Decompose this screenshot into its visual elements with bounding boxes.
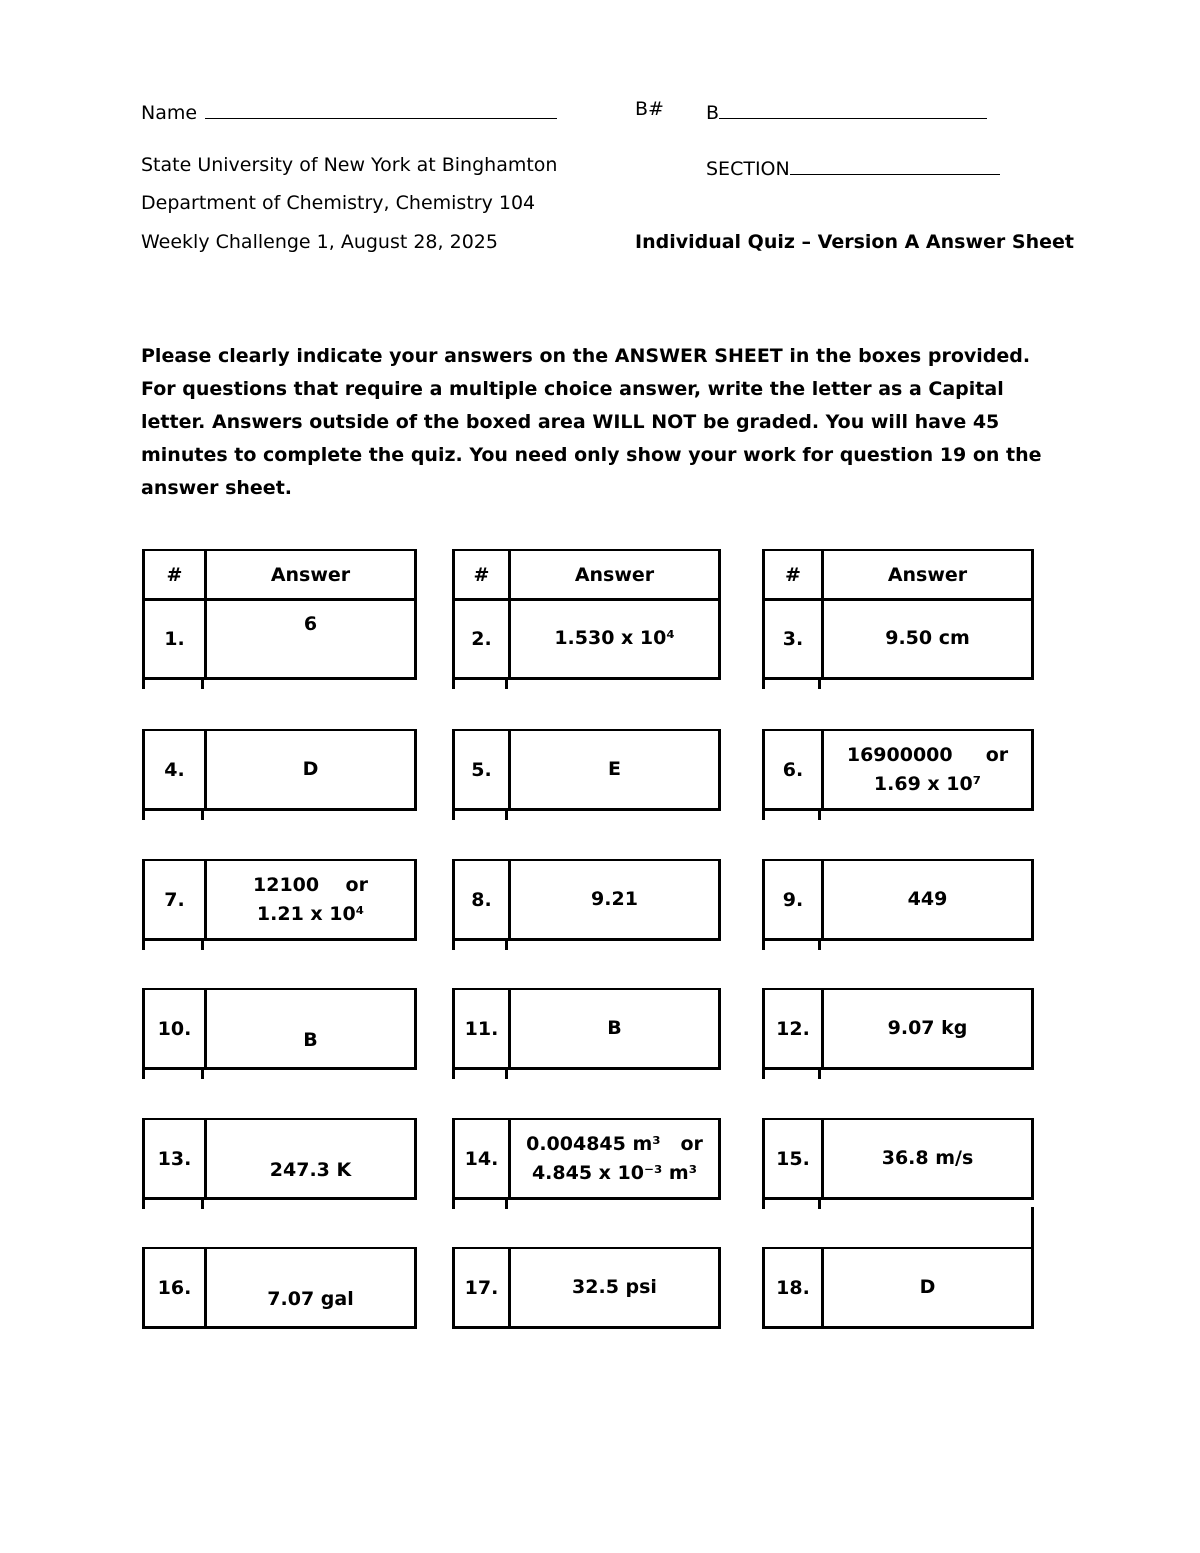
tick-mark <box>762 680 765 689</box>
answer-box[interactable] <box>452 1247 721 1377</box>
answer-value[interactable] <box>824 600 1031 677</box>
question-number: 8. <box>455 861 511 938</box>
answer-box[interactable] <box>762 988 1034 1118</box>
tick-mark <box>142 680 145 689</box>
answer-box[interactable] <box>762 1247 1034 1377</box>
section-blank[interactable] <box>790 156 1000 175</box>
question-number: 7. <box>145 861 207 938</box>
tick-mark <box>142 1200 145 1209</box>
answer-row <box>142 729 417 811</box>
answer-line: 16900000 or <box>846 743 1009 766</box>
answer-line: 4.845 x 10⁻³ m³ <box>531 1161 698 1184</box>
question-number: 12. <box>765 990 824 1067</box>
question-number: 14. <box>455 1120 511 1197</box>
answer-box[interactable] <box>142 1247 417 1377</box>
answer-row <box>452 859 721 941</box>
tick-mark <box>201 811 204 820</box>
tick-mark <box>452 680 455 689</box>
header-num: # <box>455 551 511 598</box>
answer-line: E <box>608 758 621 780</box>
answer-row <box>142 600 417 680</box>
tick-mark <box>818 680 821 689</box>
tick-mark <box>505 811 508 820</box>
tick-mark <box>818 811 821 820</box>
table-header-col3 <box>762 549 1034 601</box>
answer-line: 7.07 gal <box>267 1288 354 1310</box>
question-number: 3. <box>765 600 824 677</box>
section-field[interactable] <box>706 156 1000 179</box>
answer-line: 1.21 x 10⁴ <box>256 902 365 925</box>
answer-line: 9.50 cm <box>885 627 970 649</box>
tick-mark <box>505 941 508 950</box>
instructions: Please clearly indicate your answers on the ANSWER SHEET in the boxes provided. For questions that require a multiple choice answer, write the letter as a Capital letter. Answers outside of the boxed area WILL NOT be graded. You will have 45 minutes to complete the quiz. You need only show your work for question 19 on the answer sheet. <box>141 345 1042 499</box>
question-number: 15. <box>765 1120 824 1197</box>
answer-box[interactable] <box>762 859 1034 989</box>
answer-row <box>142 859 417 941</box>
section-label: SECTION <box>706 158 790 180</box>
header-answer: Answer <box>270 563 351 586</box>
department-line: Department of Chemistry, Chemistry 104 <box>141 192 536 214</box>
answer-value[interactable] <box>824 1249 1031 1326</box>
answer-value[interactable] <box>824 861 1031 938</box>
answer-row <box>142 1118 417 1200</box>
tick-mark <box>142 811 145 820</box>
name-field[interactable] <box>141 100 557 123</box>
answer-value[interactable] <box>207 731 414 808</box>
question-number: 17. <box>455 1249 511 1326</box>
name-label: Name <box>141 102 198 124</box>
bnum-field[interactable] <box>706 100 987 123</box>
answer-value[interactable] <box>511 990 718 1067</box>
bnum-blank[interactable] <box>719 100 987 119</box>
answer-line: D <box>302 758 319 780</box>
answer-row <box>142 1247 417 1329</box>
tick-mark <box>762 1070 765 1079</box>
vertical-rule <box>1031 1207 1034 1247</box>
answer-line: 1.530 x 10⁴ <box>554 627 675 649</box>
tick-mark <box>201 680 204 689</box>
answer-value[interactable] <box>207 990 414 1067</box>
answer-box[interactable] <box>762 1118 1034 1248</box>
answer-value[interactable] <box>511 1249 718 1326</box>
bnum-label: B# <box>635 98 664 120</box>
answer-value[interactable] <box>511 861 718 938</box>
answer-line: 9.21 <box>591 888 638 910</box>
answer-line: 449 <box>907 888 948 910</box>
header-num: # <box>765 551 824 598</box>
answer-value[interactable] <box>824 731 1031 808</box>
question-number: 1. <box>145 600 207 677</box>
question-number: 6. <box>765 731 824 808</box>
answer-line: B <box>607 1017 622 1039</box>
answer-line: 32.5 psi <box>572 1276 657 1298</box>
answer-box[interactable] <box>452 988 721 1118</box>
answer-line: B <box>303 1029 318 1051</box>
tick-mark <box>452 941 455 950</box>
tick-mark <box>818 1070 821 1079</box>
question-number: 18. <box>765 1249 824 1326</box>
quiz-title: Individual Quiz – Version A Answer Sheet <box>635 231 1074 253</box>
answer-row <box>762 1118 1034 1200</box>
answer-value[interactable] <box>207 1120 414 1197</box>
answer-box[interactable] <box>142 729 417 859</box>
answer-row <box>452 1247 721 1329</box>
answer-value[interactable] <box>207 861 414 938</box>
tick-mark <box>201 941 204 950</box>
tick-mark <box>505 1200 508 1209</box>
answer-value[interactable] <box>207 600 414 677</box>
question-number: 2. <box>455 600 511 677</box>
answer-value[interactable] <box>511 600 718 677</box>
answer-line: 247.3 K <box>269 1159 352 1181</box>
tick-mark <box>505 1070 508 1079</box>
question-number: 10. <box>145 990 207 1067</box>
challenge-line: Weekly Challenge 1, August 28, 2025 <box>141 231 498 253</box>
answer-row <box>762 729 1034 811</box>
answer-line: 1.69 x 10⁷ <box>873 772 982 795</box>
answer-row <box>762 1247 1034 1329</box>
tick-mark <box>452 1070 455 1079</box>
answer-line: 6 <box>303 613 318 635</box>
tick-mark <box>142 1070 145 1079</box>
question-number: 13. <box>145 1120 207 1197</box>
answer-row <box>452 988 721 1070</box>
answer-line: D <box>919 1276 936 1298</box>
name-blank[interactable] <box>205 100 557 119</box>
answer-row <box>762 859 1034 941</box>
university-line: State University of New York at Binghamton <box>141 154 558 176</box>
answer-value[interactable] <box>511 731 718 808</box>
answer-box[interactable] <box>142 600 417 730</box>
header-answer: Answer <box>887 563 968 586</box>
bnum-prefix: B <box>706 102 720 124</box>
answer-row <box>142 988 417 1070</box>
question-number: 16. <box>145 1249 207 1326</box>
tick-mark <box>818 941 821 950</box>
answer-box[interactable] <box>452 600 721 730</box>
answer-box[interactable] <box>142 859 417 989</box>
answer-box[interactable] <box>142 1118 417 1248</box>
answer-value[interactable] <box>824 1120 1031 1197</box>
tick-mark <box>762 1200 765 1209</box>
question-number: 4. <box>145 731 207 808</box>
tick-mark <box>201 1070 204 1079</box>
tick-mark <box>201 1200 204 1209</box>
answer-row <box>762 988 1034 1070</box>
answer-value[interactable] <box>207 1249 414 1326</box>
question-number: 9. <box>765 861 824 938</box>
tick-mark <box>762 941 765 950</box>
answer-row <box>452 729 721 811</box>
tick-mark <box>818 1200 821 1209</box>
question-number: 11. <box>455 990 511 1067</box>
table-header-col2 <box>452 549 721 601</box>
tick-mark <box>762 811 765 820</box>
answer-value[interactable] <box>511 1120 718 1197</box>
answer-line: 36.8 m/s <box>881 1147 974 1169</box>
answer-box[interactable] <box>142 988 417 1118</box>
header-num: # <box>145 551 207 598</box>
tick-mark <box>452 811 455 820</box>
answer-box[interactable] <box>452 1118 721 1248</box>
answer-line: 12100 or <box>253 873 368 896</box>
question-number: 5. <box>455 731 511 808</box>
answer-box[interactable] <box>762 729 1034 859</box>
answer-box[interactable] <box>762 600 1034 730</box>
answer-line: 9.07 kg <box>887 1017 968 1039</box>
tick-mark <box>505 680 508 689</box>
answer-value[interactable] <box>824 990 1031 1067</box>
answer-row <box>452 600 721 680</box>
answer-box[interactable] <box>452 859 721 989</box>
table-header-col1 <box>142 549 417 601</box>
header-answer: Answer <box>574 563 655 586</box>
answer-row <box>452 1118 721 1200</box>
answer-box[interactable] <box>452 729 721 859</box>
answer-line: 0.004845 m³ or <box>526 1132 703 1155</box>
tick-mark <box>452 1200 455 1209</box>
answer-row <box>762 600 1034 680</box>
tick-mark <box>142 941 145 950</box>
